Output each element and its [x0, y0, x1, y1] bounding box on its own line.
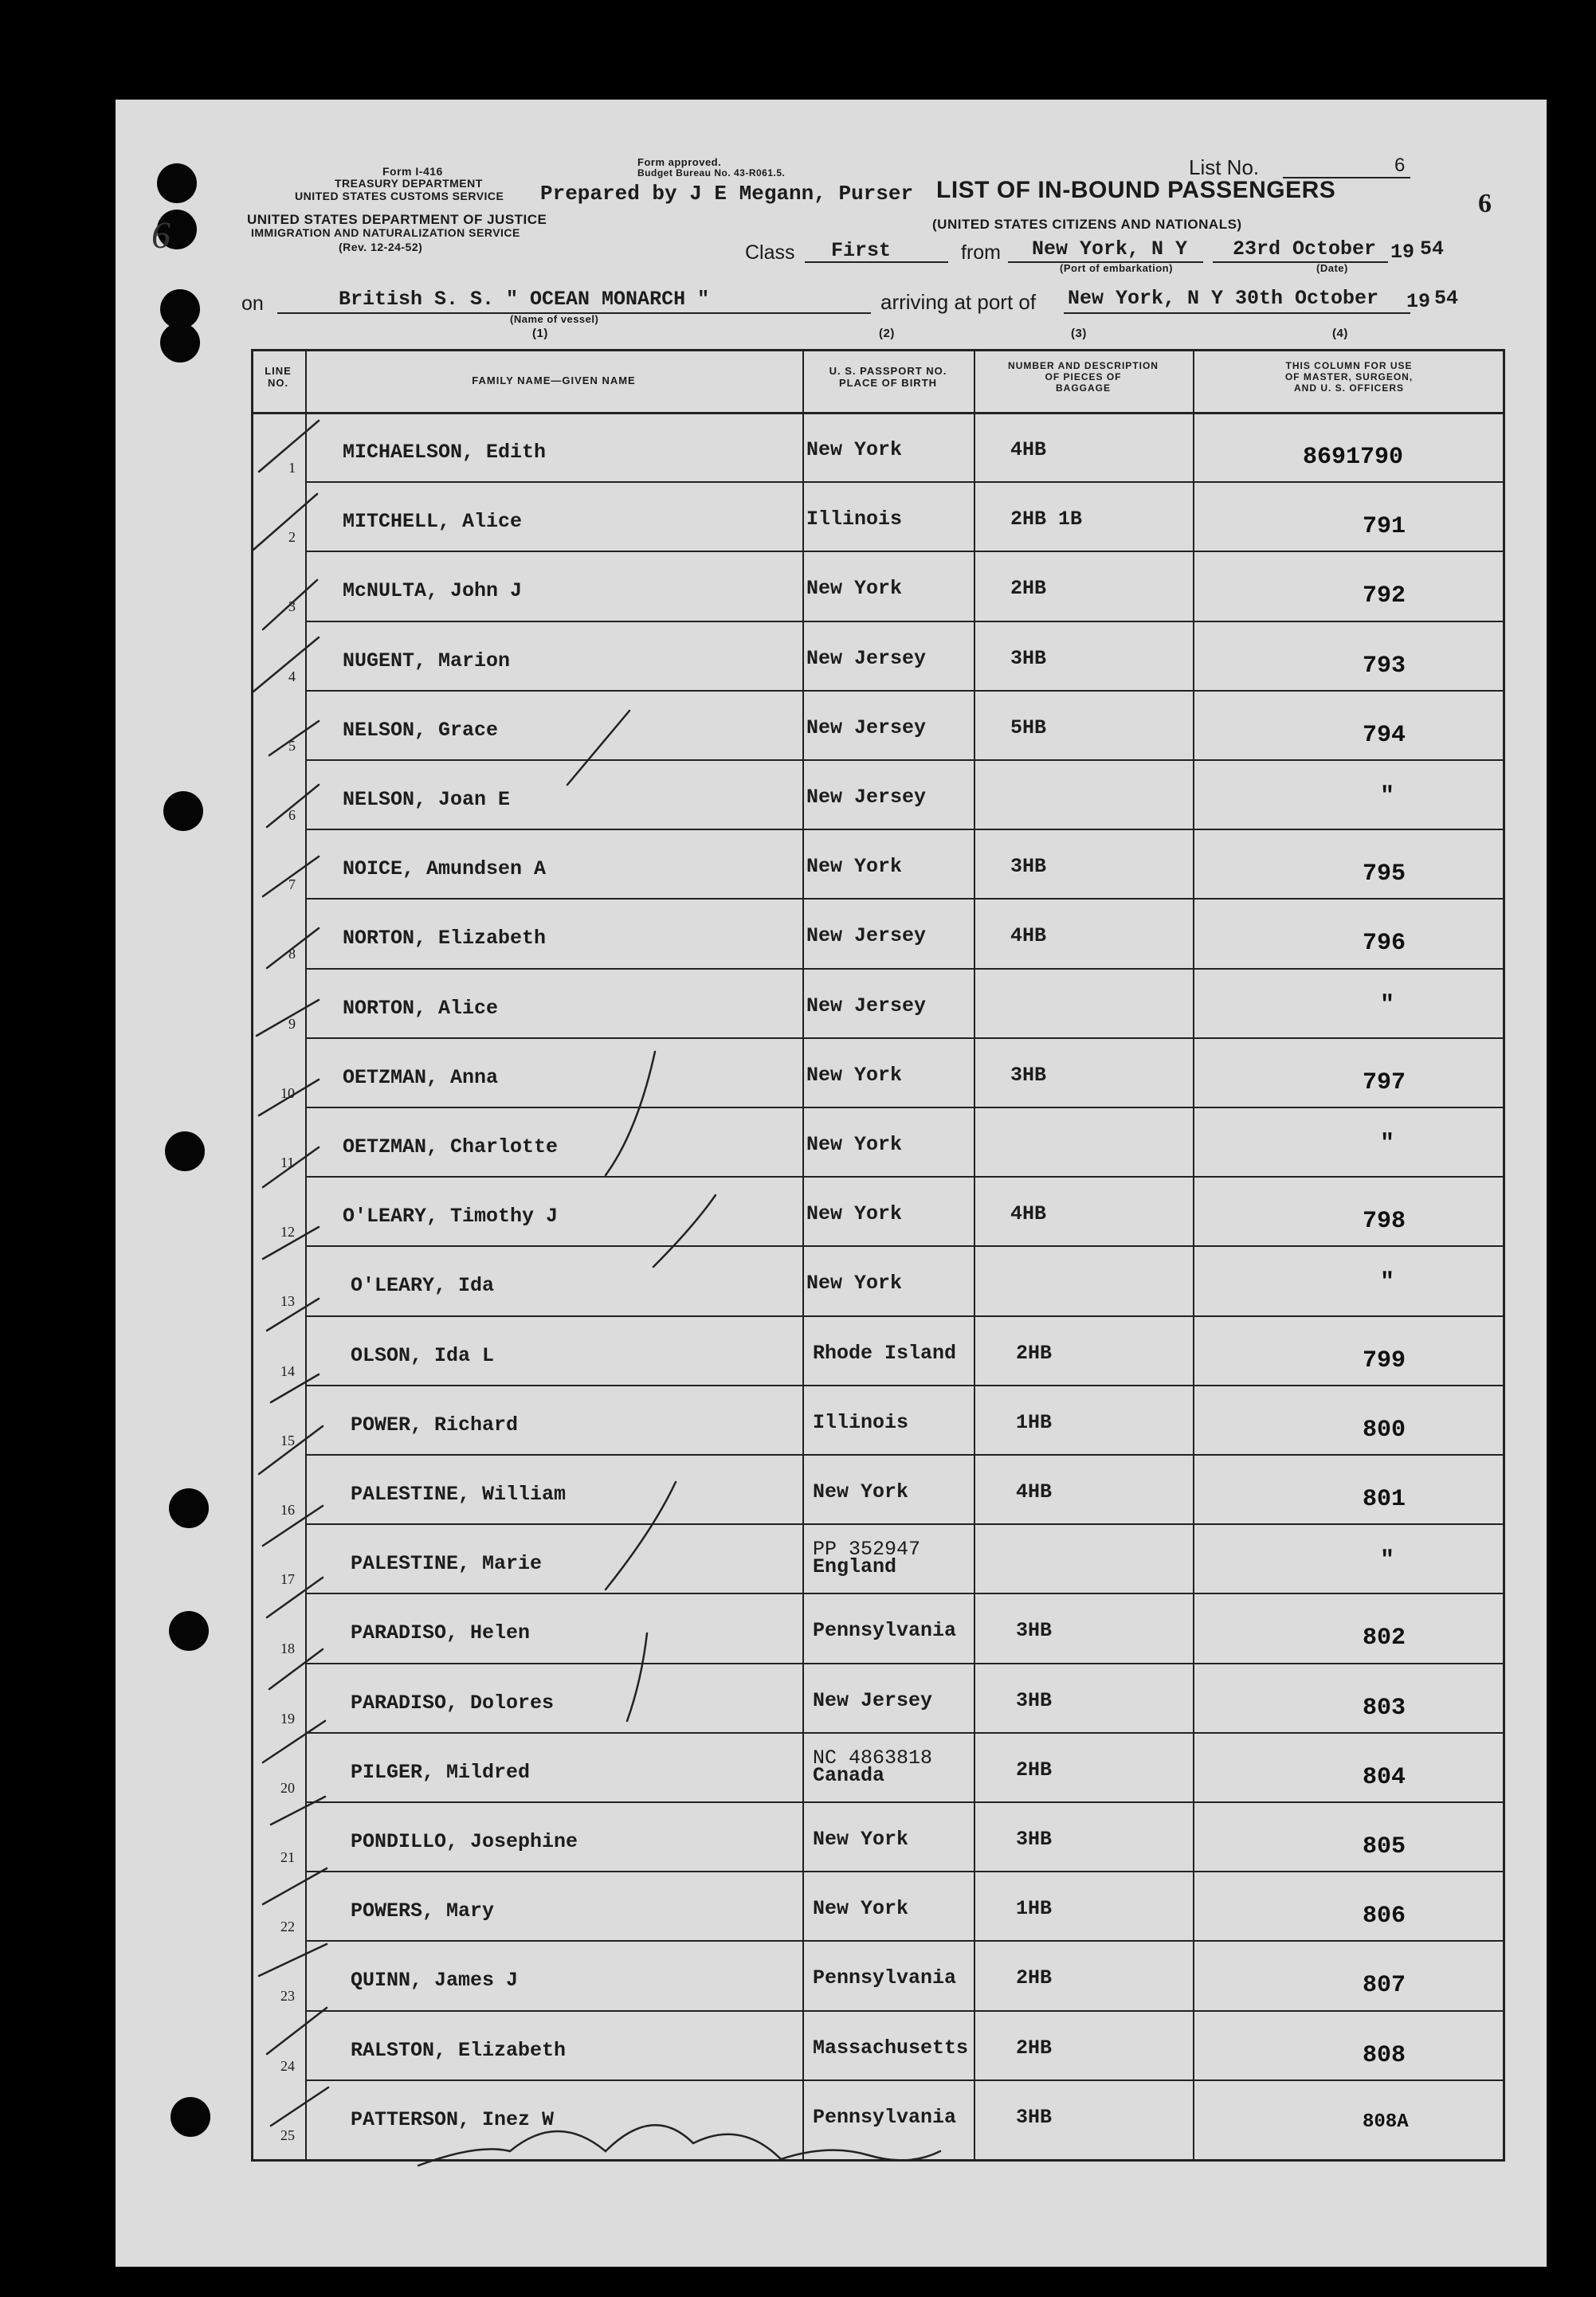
line-number: 4 [288, 668, 296, 684]
officer-number: " [1380, 991, 1395, 1019]
arrival-year-prefix: 19 [1406, 290, 1431, 313]
year-value: 54 [1420, 237, 1445, 261]
officer-number: 8691790 [1303, 444, 1404, 471]
officer-number: 796 [1363, 930, 1406, 958]
on-label: on [241, 292, 264, 315]
col-index-3: (3) [1071, 327, 1087, 340]
officer-number: " [1380, 1269, 1395, 1297]
line-number: 16 [280, 1502, 295, 1518]
vessel-caption: (Name of vessel) [510, 313, 599, 325]
baggage: 4HB [1016, 1480, 1053, 1503]
margin-handwritten-mark: 6 [151, 214, 171, 257]
officer-number: 799 [1363, 1346, 1406, 1374]
place-of-birth: Pennsylvania [813, 1966, 957, 1990]
col-index-4: (4) [1332, 327, 1348, 340]
baggage: 3HB [1010, 1063, 1047, 1087]
officer-number: 804 [1363, 1763, 1406, 1791]
line-number: 13 [280, 1293, 295, 1310]
line-number: 12 [280, 1224, 295, 1241]
passenger-name: OETZMAN, Anna [343, 1065, 499, 1089]
budget-bureau: Budget Bureau No. 43-R061.5. [637, 167, 786, 178]
passenger-name: NUGENT, Marion [343, 649, 511, 672]
dept-ins: IMMIGRATION AND NATURALIZATION SERVICE [251, 226, 520, 239]
line-number: 22 [280, 1919, 295, 1935]
line-number: 2 [288, 529, 296, 546]
page-number: 6 [1478, 189, 1492, 218]
baggage: 3HB [1016, 1828, 1053, 1851]
year-prefix: 19 [1390, 241, 1415, 264]
officer-number: 808A [1363, 2111, 1409, 2133]
officer-number: 805 [1363, 1833, 1406, 1860]
passenger-name: NELSON, Grace [343, 718, 499, 742]
arrival-port-date: New York, N Y 30th October [1068, 287, 1379, 310]
officer-number: 793 [1363, 652, 1406, 680]
header-passport: U. S. PASSPORT NO. PLACE OF BIRTH [829, 365, 947, 389]
place-of-birth: New Jersey [806, 715, 927, 739]
header-baggage: NUMBER AND DESCRIPTION OF PIECES OF BAGGAGE [1008, 360, 1159, 394]
passenger-name: PALESTINE, William [351, 1483, 567, 1506]
officer-number: " [1380, 1547, 1395, 1575]
from-label: from [961, 241, 1001, 264]
passenger-name: OETZMAN, Charlotte [343, 1135, 559, 1158]
passenger-name: PALESTINE, Marie [351, 1552, 543, 1576]
line-number: 20 [280, 1779, 295, 1796]
class-value: First [831, 239, 892, 262]
line-number: 3 [288, 598, 296, 615]
officer-number: 808 [1363, 2041, 1406, 2069]
baggage: 3HB [1016, 1619, 1053, 1643]
officer-number: 792 [1363, 582, 1406, 610]
line-number: 19 [280, 1710, 295, 1727]
passenger-name: PONDILLO, Josephine [351, 1830, 578, 1853]
baggage: 2HB [1016, 1758, 1053, 1782]
baggage: 2HB [1010, 577, 1047, 601]
place-of-birth: New York [806, 1272, 903, 1295]
class-label: Class [745, 241, 795, 264]
baggage: 2HB 1B [1010, 508, 1083, 531]
passenger-name: PILGER, Mildred [351, 1760, 531, 1784]
officer-number: 801 [1363, 1486, 1406, 1513]
col-index-1: (1) [532, 327, 548, 340]
arriving-label: arriving at port of [880, 290, 1037, 314]
date-caption: (Date) [1316, 262, 1348, 274]
line-number: 8 [288, 946, 296, 962]
place-of-birth: New Jersey [806, 924, 927, 948]
place-of-birth: New York [813, 1828, 909, 1851]
passenger-name: MICHAELSON, Edith [343, 441, 547, 464]
passenger-name: NORTON, Elizabeth [343, 927, 547, 951]
officer-number: " [1380, 783, 1395, 810]
line-number: 18 [280, 1640, 295, 1657]
baggage: 3HB [1010, 646, 1047, 670]
place-of-birth: New York [806, 1202, 903, 1226]
baggage: 5HB [1010, 715, 1047, 739]
line-number: 21 [280, 1849, 295, 1865]
passenger-name: POWER, Richard [351, 1413, 519, 1437]
officer-number: 800 [1363, 1416, 1406, 1444]
baggage: 1HB [1016, 1410, 1053, 1434]
place-of-birth: New York [813, 1897, 909, 1921]
baggage: 3HB [1010, 855, 1047, 879]
line-number: 15 [280, 1432, 295, 1448]
baggage: 3HB [1016, 1688, 1053, 1712]
passenger-name: McNULTA, John J [343, 579, 523, 603]
prepared-by: Prepared by J E Megann, Purser [540, 182, 914, 206]
officer-number: 798 [1363, 1208, 1406, 1236]
place-of-birth: New Jersey [813, 1688, 933, 1712]
place-of-birth: Pennsylvania [813, 1619, 957, 1643]
officer-number: " [1380, 1131, 1395, 1158]
officer-number: 791 [1363, 513, 1406, 541]
place-of-birth: Illinois [806, 508, 903, 531]
list-no-label: List No. [1189, 155, 1260, 179]
line-number: 14 [280, 1362, 295, 1379]
baggage: 2HB [1016, 1966, 1053, 1990]
baggage: 4HB [1010, 438, 1047, 461]
passenger-name: NORTON, Alice [343, 996, 499, 1020]
place-of-birth: Illinois [813, 1410, 909, 1434]
dept-treasury: TREASURY DEPARTMENT [335, 177, 483, 190]
line-number: 10 [280, 1084, 295, 1101]
passenger-name: MITCHELL, Alice [343, 510, 523, 534]
line-number: 7 [288, 876, 296, 893]
line-number: 23 [280, 1988, 295, 2005]
list-no-value: 6 [1394, 155, 1406, 176]
passenger-name: NELSON, Joan E [343, 788, 511, 811]
passenger-name: POWERS, Mary [351, 1899, 495, 1923]
line-number: 5 [288, 737, 296, 754]
place-of-birth: New York [813, 1480, 909, 1503]
place-of-birth: Rhode Island [813, 1341, 957, 1365]
officer-number: 807 [1363, 1972, 1406, 2000]
line-number: 6 [288, 807, 296, 823]
baggage: 3HB [1016, 2105, 1053, 2129]
officer-number: 797 [1363, 1068, 1406, 1096]
place-of-birth: Massachusetts [813, 2036, 969, 2060]
line-number: 25 [280, 2126, 295, 2143]
dept-customs: UNITED STATES CUSTOMS SERVICE [295, 190, 504, 202]
baggage: 1HB [1016, 1897, 1053, 1921]
header-officers: THIS COLUMN FOR USE OF MASTER, SURGEON, AND U. S. OFFICERS [1284, 360, 1414, 394]
place-of-birth: New Jersey [806, 994, 927, 1017]
place-of-birth: New Jersey [806, 646, 927, 670]
officer-number: 802 [1363, 1625, 1406, 1652]
passenger-name: RALSTON, Elizabeth [351, 2038, 567, 2062]
passenger-name: PATTERSON, Inez W [351, 2107, 555, 2131]
passenger-name: O'LEARY, Ida [351, 1274, 495, 1298]
place-of-birth: New Jersey [806, 786, 927, 809]
place-of-birth: New York [806, 1133, 903, 1156]
passenger-name: OLSON, Ida L [351, 1343, 495, 1367]
baggage: 2HB [1016, 1341, 1053, 1365]
list-title: LIST OF IN-BOUND PASSENGERS [936, 177, 1336, 203]
baggage: 2HB [1016, 2036, 1053, 2060]
line-number: 24 [280, 2057, 295, 2074]
officer-number: 803 [1363, 1694, 1406, 1722]
officer-number: 795 [1363, 860, 1406, 888]
place-of-birth: New York [806, 438, 903, 461]
line-number: 11 [280, 1154, 295, 1170]
passenger-name: NOICE, Amundsen A [343, 857, 547, 881]
arrival-year: 54 [1434, 287, 1459, 310]
port-of-embarkation: New York, N Y [1032, 237, 1188, 261]
place-of-birth: New York [806, 577, 903, 601]
line-number: 1 [288, 460, 296, 476]
form-number: Form I-416 [382, 165, 443, 178]
place-of-birth: New York [806, 1063, 903, 1087]
passport-number: NC 4863818 [813, 1746, 933, 1770]
officer-number: 806 [1363, 1903, 1406, 1930]
embarkation-date: 23rd October [1233, 237, 1377, 261]
baggage: 4HB [1010, 1202, 1047, 1226]
place-of-birth: New York [806, 855, 903, 879]
header-line-no: LINE NO. [265, 365, 292, 389]
place-of-birth: Pennsylvania [813, 2105, 957, 2129]
passport-number: PP 352947 [813, 1538, 921, 1562]
form-revision: (Rev. 12-24-52) [339, 241, 423, 253]
place-of-birth: Canada [813, 1763, 885, 1787]
place-of-birth: England [813, 1555, 897, 1579]
line-number: 9 [288, 1015, 296, 1032]
col-index-2: (2) [879, 327, 895, 340]
dept-justice: UNITED STATES DEPARTMENT OF JUSTICE [247, 212, 547, 227]
line-number: 17 [280, 1571, 295, 1588]
list-subtitle: (UNITED STATES CITIZENS AND NATIONALS) [932, 217, 1242, 232]
form-approved: Form approved. [637, 156, 722, 168]
passenger-name: PARADISO, Helen [351, 1621, 531, 1645]
baggage: 4HB [1010, 924, 1047, 948]
port-caption: (Port of embarkation) [1060, 262, 1173, 274]
header-name: FAMILY NAME—GIVEN NAME [472, 374, 636, 386]
passenger-name: PARADISO, Dolores [351, 1691, 555, 1715]
passenger-name: QUINN, James J [351, 1969, 519, 1993]
officer-number: 794 [1363, 721, 1406, 749]
passenger-name: O'LEARY, Timothy J [343, 1205, 559, 1229]
vessel-name: British S. S. " OCEAN MONARCH " [339, 288, 710, 311]
